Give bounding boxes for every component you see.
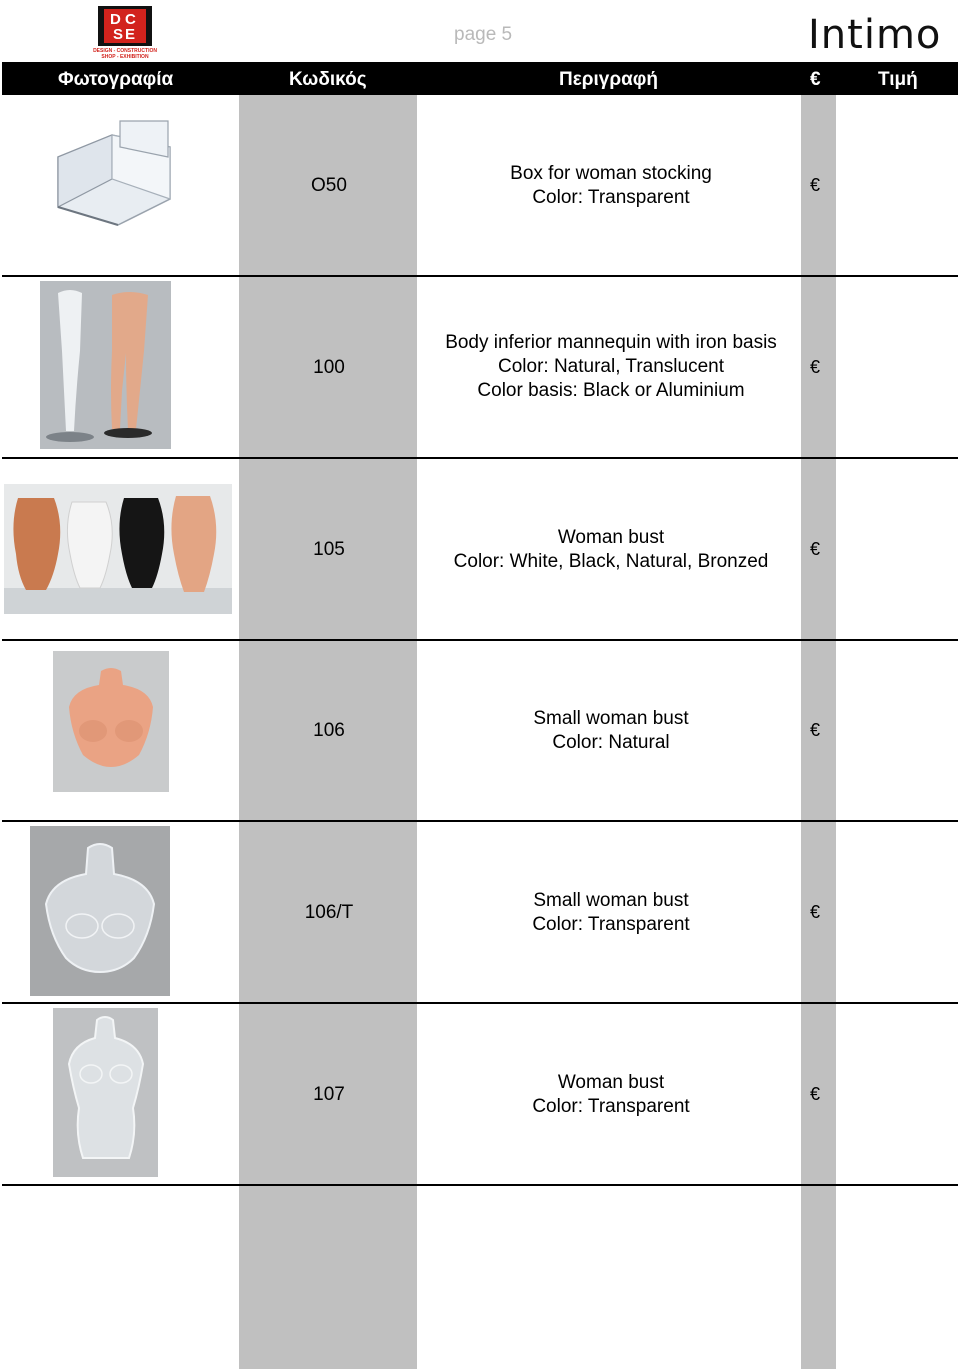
- legs-mannequin-photo: [40, 281, 171, 449]
- description-line: Small woman bust: [533, 708, 689, 729]
- description-line: Color: White, Black, Natural, Bronzed: [453, 551, 769, 572]
- row-divider: [2, 1184, 958, 1186]
- product-code: 106/T: [304, 902, 354, 923]
- logo-caption-2: SHOP - EXHIBITION: [101, 54, 149, 60]
- transparent-bust-photo: [30, 826, 170, 996]
- product-code: 105: [313, 539, 345, 560]
- table-row: [2, 95, 958, 277]
- description-line: Color: Transparent: [532, 1096, 690, 1117]
- currency-symbol: €: [810, 720, 821, 740]
- description-line: Color: Natural, Translucent: [498, 356, 724, 377]
- table-row: [2, 459, 958, 641]
- currency-symbol: €: [810, 902, 821, 922]
- natural-bust-photo: [53, 651, 169, 792]
- col-currency-header: €: [810, 69, 821, 90]
- product-description: [419, 331, 803, 403]
- table-row: [2, 640, 958, 822]
- product-code: 107: [313, 1084, 345, 1105]
- description-line: Box for woman stocking: [510, 163, 712, 184]
- page-number: page 5: [454, 24, 513, 45]
- currency-symbol: €: [810, 539, 821, 559]
- description-line: Woman bust: [557, 527, 665, 548]
- clear-box-photo: [52, 117, 170, 227]
- product-description: [419, 526, 803, 574]
- logo-letter-d: D: [110, 11, 121, 28]
- description-line: Color: Transparent: [532, 187, 690, 208]
- description-line: Color: Transparent: [532, 914, 690, 935]
- col-code-header: Κωδικός: [289, 69, 367, 90]
- description-line: Small woman bust: [533, 890, 689, 911]
- page-header: [0, 0, 960, 62]
- description-line: Color basis: Black or Aluminium: [477, 380, 745, 401]
- product-code: 106: [313, 720, 345, 741]
- product-code: 100: [313, 357, 345, 378]
- product-code: O50: [311, 175, 347, 196]
- currency-symbol: €: [810, 357, 821, 377]
- logo-letter-c: C: [125, 11, 136, 28]
- transparent-torso-photo: [53, 1008, 158, 1177]
- four-busts-photo: [4, 484, 232, 614]
- logo-caption-1: DESIGN - CONSTRUCTION: [93, 48, 157, 54]
- product-description: [419, 162, 803, 210]
- product-description: [419, 1071, 803, 1119]
- col-description-header: Περιγραφή: [559, 69, 658, 90]
- table-row: [2, 1004, 958, 1186]
- table-row: [2, 277, 958, 459]
- product-description: [419, 707, 803, 755]
- description-line: Body inferior mannequin with iron basis: [445, 332, 777, 353]
- brand-logo: Intimo: [808, 12, 942, 58]
- currency-symbol: €: [810, 175, 821, 195]
- col-photo-header: Φωτογραφία: [58, 69, 174, 90]
- logo-letter-s: S: [113, 26, 124, 43]
- description-line: Woman bust: [557, 1072, 665, 1093]
- currency-symbol: €: [810, 1084, 821, 1104]
- col-price-header: Τιμή: [878, 69, 918, 90]
- description-line: Color: Natural: [552, 732, 670, 753]
- product-description: [419, 889, 803, 937]
- table-header: [2, 62, 958, 95]
- table-row: [2, 822, 958, 1004]
- company-logo: [93, 6, 157, 60]
- logo-letter-e: E: [125, 26, 136, 43]
